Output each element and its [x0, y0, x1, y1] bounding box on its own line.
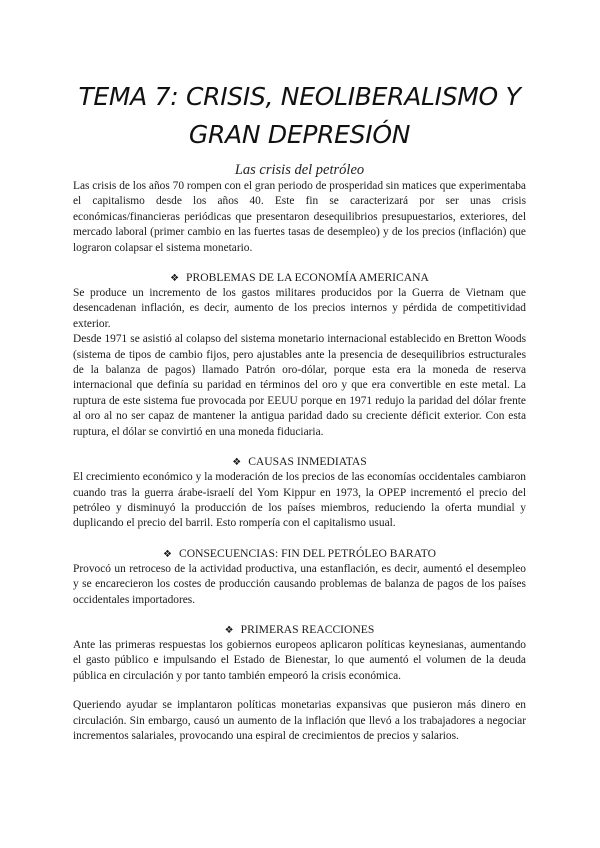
body-paragraph: Queriendo ayudar se implantaron políticas monetarias expansivas que pusieron más dinero en circulación. Sin embargo, causó un aumento de la inflación que llevó a los trabajadores a negociar incrementos salariales, provocando una espiral de crecimientos de precios y salarios.	[73, 699, 526, 742]
body-paragraph: Desde 1971 se asistió al colapso del sistema monetario internacional establecido en Bretton Woods (sistema de tipos de cambio fijos, pero ajustables ante la presencia de desequilibrios estructurales de la balanza de pagos) llamado Patrón oro-dólar, porque esta era la moneda de reserva internacional que definía su paridad en términos del oro y que era convertible en este metal. La ruptura de este sistema fue provocada por EEUU porque en 1971 redujo la paridad del dólar frente al oro al no ser capaz de mantener la antigua paridad dado su creciente déficit exterior. Con esta ruptura, el dólar se convirtió en una moneda fiduciaria.	[73, 333, 526, 438]
section-heading	[73, 622, 526, 638]
intro-paragraph: Las crisis de los años 70 rompen con el gran periodo de prosperidad sin matices que experimentaba el capitalismo desde los años 40. Este fin se caracterizará por ser unas crisis económicas/financieras periódicas que presentaron desequilibrios presupuestarios, exteriores, del mercado laboral (primer cambio en las fuertes tasas de desempleo) y de los precios (inflación) que lograron colapsar el sistema monetario.	[73, 180, 526, 254]
body-paragraph: Provocó un retroceso de la actividad productiva, una estanflación, es decir, aumentó el desempleo y se encarecieron los costes de producción causando problemas de balanza de pagos de los países occidentales importadores.	[73, 562, 526, 606]
title-line-2: GRAN DEPRESIÓN	[188, 120, 411, 149]
diamond-bullet-icon: ❖	[232, 457, 242, 469]
page-title	[73, 0, 526, 154]
diamond-bullet-icon: ❖	[163, 548, 172, 560]
section-heading	[73, 270, 526, 286]
section-heading-text: CONSECUENCIAS: FIN DEL PETRÓLEO BARATO	[178, 546, 436, 560]
section-heading-text: CAUSAS INMEDIATAS	[248, 455, 367, 469]
body-paragraph: Ante las primeras respuestas los gobiernos europeos aplicaron políticas keynesianas, aumentando el gasto público e impulsando el Estado de Bienestar, lo que aumentó el volumen de la deuda pública en circulación y por tanto también empeoró la crisis económica.	[73, 638, 526, 682]
section-heading	[73, 546, 526, 562]
section-heading	[73, 454, 526, 470]
section-heading-text: PROBLEMAS DE LA ECONOMÍA AMERICANA	[186, 271, 429, 285]
section-heading-text: PRIMERAS REACCIONES	[240, 622, 375, 636]
body-paragraph: El crecimiento económico y la moderación de los precios de las economías occidentales cambiaron cuando tras la guerra árabe-israelí del Yom Kippur en 1973, la OPEP incrementó el precio del petróleo y disminuyó la producción de los países miembros, reduciendo la oferta mundial y duplicando el precio del barril. Esto rompería con el capitalismo usual.	[73, 471, 526, 530]
body-paragraph: Se produce un incremento de los gastos militares producidos por la Guerra de Vietnam que desencadenan inflación, es decir, aumento de los precios internos y pérdida de competitividad exterior.	[73, 287, 526, 330]
diamond-bullet-icon: ❖	[224, 624, 234, 636]
diamond-bullet-icon: ❖	[170, 273, 180, 285]
paragraph-spacer	[73, 684, 526, 698]
title-line-1: TEMA 7: CRISIS, NEOLIBERALISMO Y	[78, 82, 521, 111]
section-subtitle: Las crisis del petróleo	[234, 162, 365, 178]
